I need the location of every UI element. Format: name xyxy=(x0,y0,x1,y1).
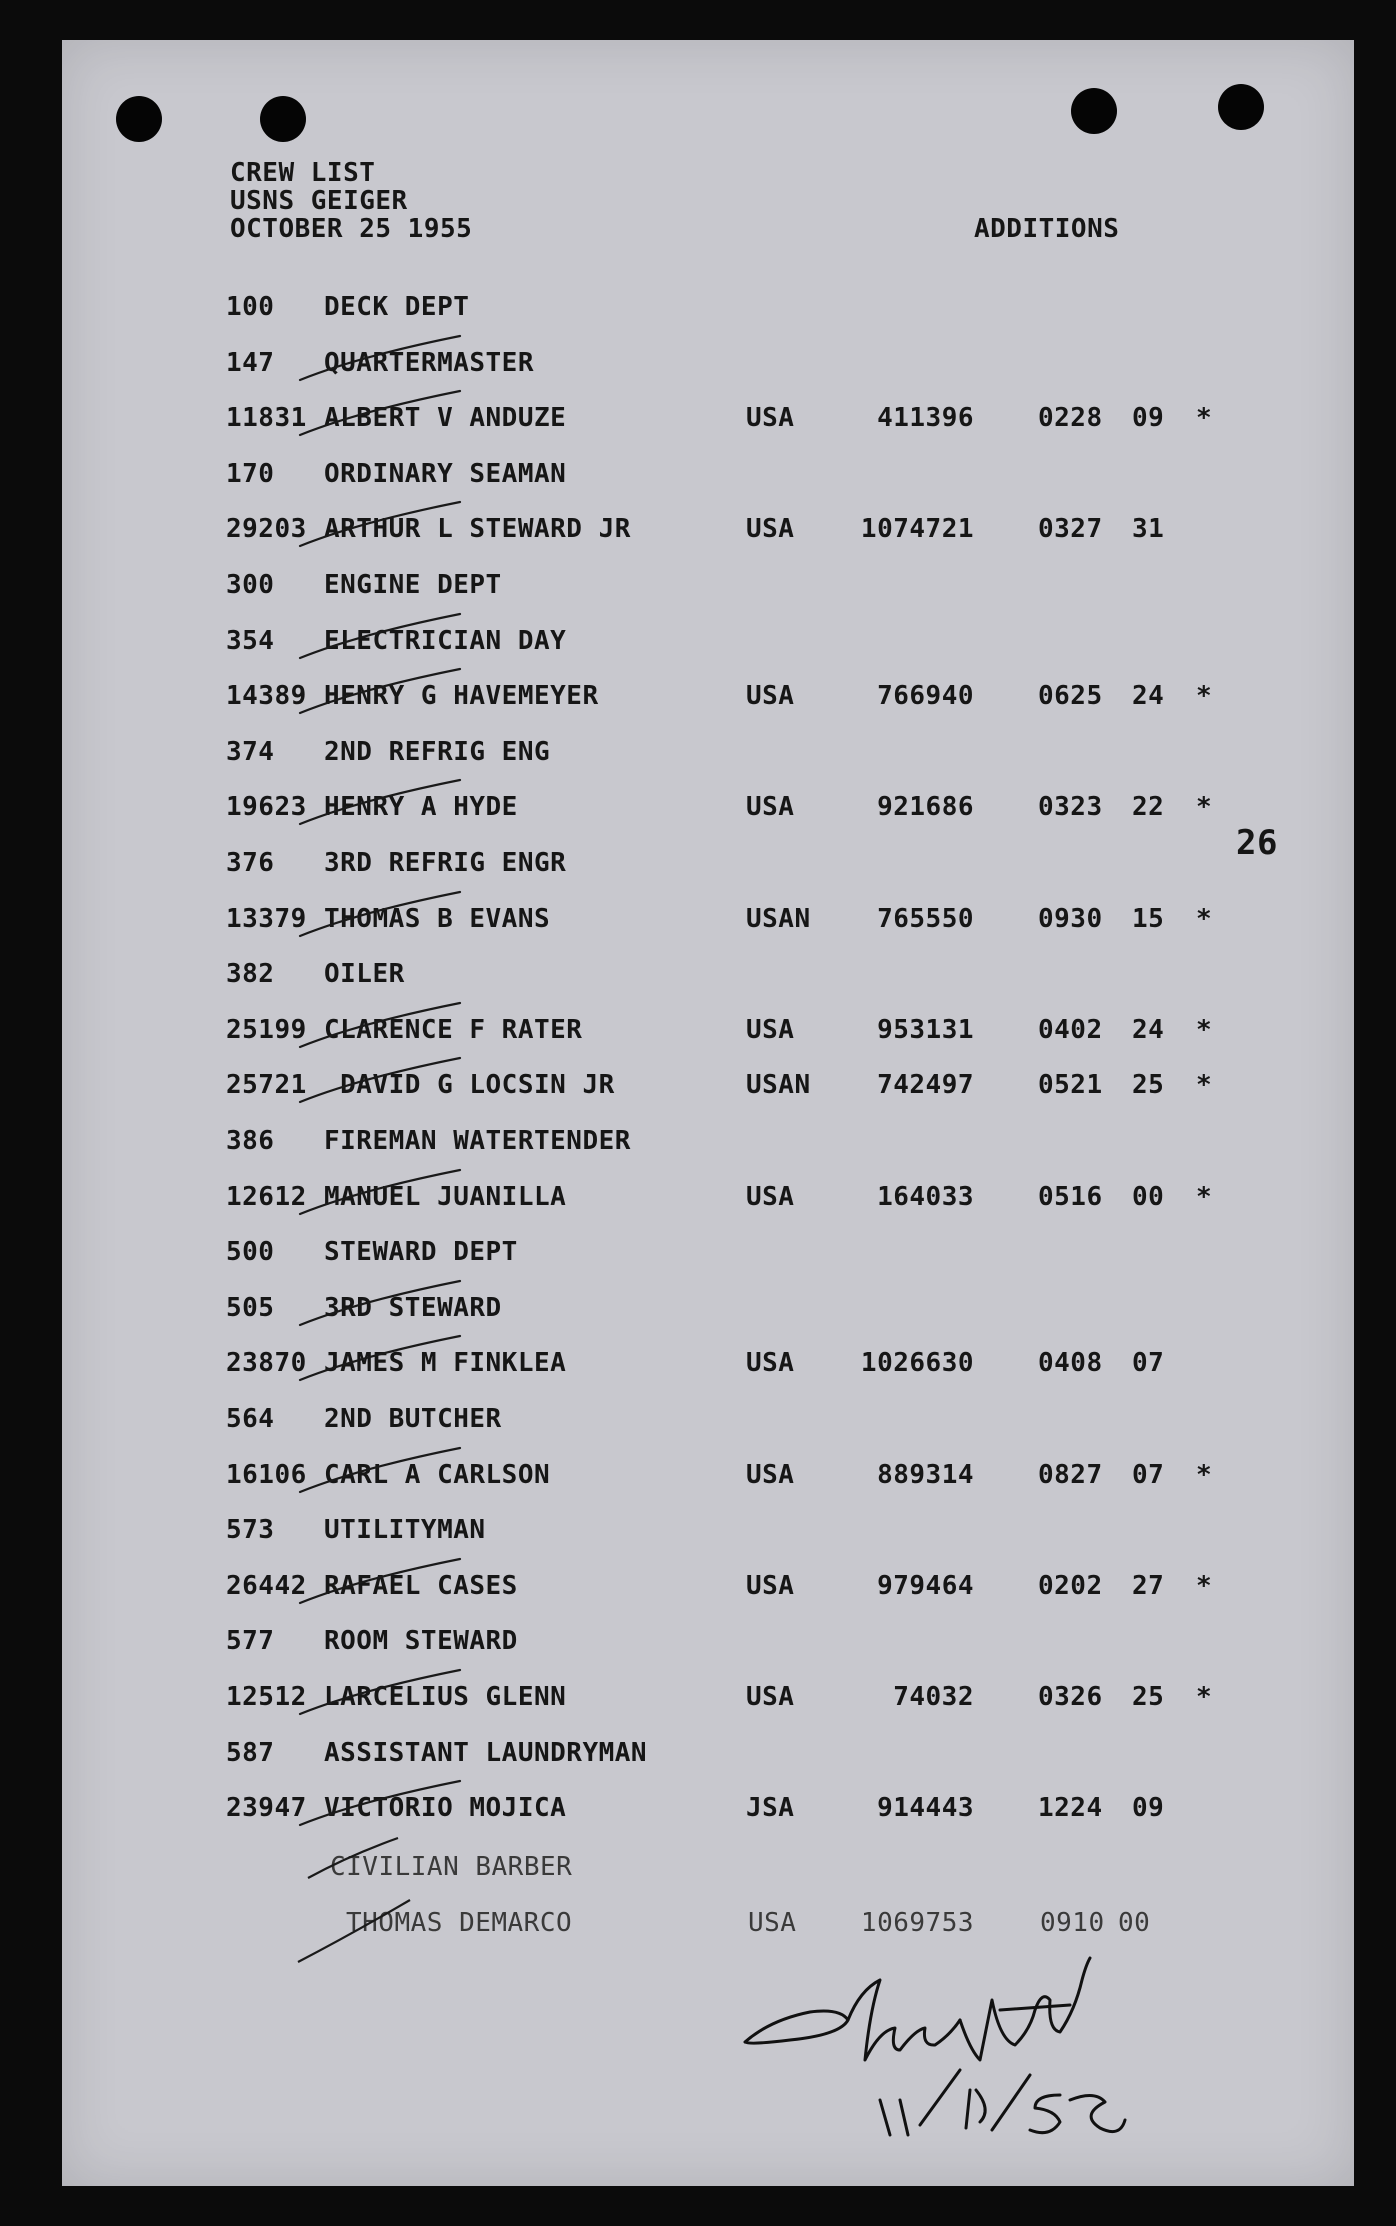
handwritten-signature xyxy=(730,1950,1190,2150)
check-mark xyxy=(300,1170,460,1214)
document-number: 74032 xyxy=(893,1682,974,1712)
crew-name: RAFAEL CASES xyxy=(324,1571,518,1601)
year-code: 07 xyxy=(1132,1348,1165,1378)
date-code: 0326 xyxy=(1038,1682,1103,1712)
section-title: 2ND REFRIG ENG xyxy=(324,737,551,767)
section-title: 2ND BUTCHER xyxy=(324,1404,502,1434)
year-code: 00 xyxy=(1132,1182,1165,1212)
section-title: 3RD REFRIG ENGR xyxy=(324,848,567,878)
date-code: 0516 xyxy=(1038,1182,1103,1212)
check-mark xyxy=(300,1058,460,1102)
crew-id: 19623 xyxy=(226,792,307,822)
crew-name: DAVID G LOCSIN JR xyxy=(324,1070,615,1100)
asterisk-mark: * xyxy=(1196,1460,1213,1490)
citizenship: USA xyxy=(746,681,795,711)
citizenship: USAN xyxy=(746,1070,811,1100)
section-code: 386 xyxy=(226,1126,275,1156)
section-code: 382 xyxy=(226,959,275,989)
section-title: ENGINE DEPT xyxy=(324,570,502,600)
document-number: 742497 xyxy=(877,1070,974,1100)
asterisk-mark: * xyxy=(1196,1571,1213,1601)
check-mark xyxy=(298,1900,410,1962)
section-code: 147 xyxy=(226,348,275,378)
document-number: 979464 xyxy=(877,1571,974,1601)
crew-name: HENRY A HYDE xyxy=(324,792,518,822)
section-code: 500 xyxy=(226,1237,275,1267)
section-title: OILER xyxy=(324,959,405,989)
crew-name: MANUEL JUANILLA xyxy=(324,1182,567,1212)
year-code: 15 xyxy=(1132,904,1165,934)
section-title: QUARTERMASTER xyxy=(324,348,534,378)
section-title: STEWARD DEPT xyxy=(324,1237,518,1267)
date-code: 0521 xyxy=(1038,1070,1103,1100)
citizenship: USA xyxy=(746,1182,795,1212)
citizenship: USA xyxy=(746,403,795,433)
crew-id: 23870 xyxy=(226,1348,307,1378)
crew-name: CLARENCE F RATER xyxy=(324,1015,583,1045)
crew-id: 16106 xyxy=(226,1460,307,1490)
date-code: 0408 xyxy=(1038,1348,1103,1378)
section-title: ROOM STEWARD xyxy=(324,1626,518,1656)
crew-id: 11831 xyxy=(226,403,307,433)
check-mark xyxy=(300,1781,460,1825)
check-mark xyxy=(300,336,460,380)
year-code: 24 xyxy=(1132,1015,1165,1045)
section-title: ELECTRICIAN DAY xyxy=(324,626,567,656)
crew-id: 26442 xyxy=(226,1571,307,1601)
date-code: 0827 xyxy=(1038,1460,1103,1490)
citizenship: USA xyxy=(746,1682,795,1712)
section-title: FIREMAN WATERTENDER xyxy=(324,1126,631,1156)
crew-name: CARL A CARLSON xyxy=(324,1460,551,1490)
asterisk-mark: * xyxy=(1196,1070,1213,1100)
check-mark xyxy=(300,669,460,713)
check-mark xyxy=(300,391,460,435)
document-number: 164033 xyxy=(877,1182,974,1212)
section-code: 300 xyxy=(226,570,275,600)
crew-name: HENRY G HAVEMEYER xyxy=(324,681,599,711)
asterisk-mark: * xyxy=(1196,1015,1213,1045)
check-mark xyxy=(300,614,460,658)
section-title: UTILITYMAN xyxy=(324,1515,486,1545)
citizenship: USA xyxy=(746,792,795,822)
year-code: 07 xyxy=(1132,1460,1165,1490)
year-code: 09 xyxy=(1132,1793,1165,1823)
section-title: ORDINARY SEAMAN xyxy=(324,459,567,489)
date-code: 0327 xyxy=(1038,514,1103,544)
crew-id: 12512 xyxy=(226,1682,307,1712)
date-code: 0930 xyxy=(1038,904,1103,934)
check-mark xyxy=(300,892,460,936)
crew-id: 12612 xyxy=(226,1182,307,1212)
document-number: 889314 xyxy=(877,1460,974,1490)
signature-date: 11/14/58 xyxy=(730,1950,734,1951)
check-mark xyxy=(300,1336,460,1380)
section-code: 573 xyxy=(226,1515,275,1545)
crew-name: ALBERT V ANDUZE xyxy=(324,403,567,433)
check-mark xyxy=(300,1003,460,1047)
year-code: 24 xyxy=(1132,681,1165,711)
civilian-citizenship: USA xyxy=(748,1908,797,1938)
document-number: 914443 xyxy=(877,1793,974,1823)
year-code: 22 xyxy=(1132,792,1165,822)
asterisk-mark: * xyxy=(1196,792,1213,822)
section-code: 376 xyxy=(226,848,275,878)
civilian-number: 1069753 xyxy=(860,1908,974,1938)
header-date: OCTOBER 25 1955 xyxy=(230,214,473,244)
citizenship: USA xyxy=(746,1348,795,1378)
check-mark xyxy=(300,1670,460,1714)
crew-name: ARTHUR L STEWARD JR xyxy=(324,514,631,544)
section-title: DECK DEPT xyxy=(324,292,470,322)
date-code: 0402 xyxy=(1038,1015,1103,1045)
civilian-title: CIVILIAN BARBER xyxy=(330,1852,573,1882)
check-mark xyxy=(300,780,460,824)
check-mark xyxy=(300,1448,460,1492)
section-title: ASSISTANT LAUNDRYMAN xyxy=(324,1738,648,1768)
crew-name: LARCELIUS GLENN xyxy=(324,1682,567,1712)
date-code: 1224 xyxy=(1038,1793,1103,1823)
section-code: 505 xyxy=(226,1293,275,1323)
asterisk-mark: * xyxy=(1196,1182,1213,1212)
section-code: 577 xyxy=(226,1626,275,1656)
document-number: 921686 xyxy=(877,792,974,822)
civilian-name: THOMAS DEMARCO xyxy=(346,1908,573,1938)
crew-id: 13379 xyxy=(226,904,307,934)
citizenship: USA xyxy=(746,1571,795,1601)
crew-id: 23947 xyxy=(226,1793,307,1823)
check-mark xyxy=(300,502,460,546)
header-ship: USNS GEIGER xyxy=(230,186,408,216)
section-code: 354 xyxy=(226,626,275,656)
header-title: CREW LIST xyxy=(230,158,376,188)
header-additions: ADDITIONS xyxy=(974,214,1120,244)
section-code: 587 xyxy=(226,1738,275,1768)
document-number: 953131 xyxy=(877,1015,974,1045)
year-code: 25 xyxy=(1132,1682,1165,1712)
year-code: 09 xyxy=(1132,403,1165,433)
asterisk-mark: * xyxy=(1196,403,1213,433)
crew-id: 29203 xyxy=(226,514,307,544)
crew-name: JAMES M FINKLEA xyxy=(324,1348,567,1378)
document-number: 1026630 xyxy=(860,1348,974,1378)
asterisk-mark: * xyxy=(1196,904,1213,934)
section-code: 564 xyxy=(226,1404,275,1434)
document-number: 766940 xyxy=(877,681,974,711)
check-mark xyxy=(308,1838,398,1878)
section-code: 170 xyxy=(226,459,275,489)
year-code: 25 xyxy=(1132,1070,1165,1100)
year-code: 27 xyxy=(1132,1571,1165,1601)
section-code: 100 xyxy=(226,292,275,322)
date-code: 0202 xyxy=(1038,1571,1103,1601)
section-title: 3RD STEWARD xyxy=(324,1293,502,1323)
crew-id: 25721 xyxy=(226,1070,307,1100)
citizenship: USA xyxy=(746,1460,795,1490)
page-number: 26 xyxy=(1236,823,1278,863)
document-number: 1074721 xyxy=(860,514,974,544)
document-number: 411396 xyxy=(877,403,974,433)
section-code: 374 xyxy=(226,737,275,767)
civilian-year: 00 xyxy=(1118,1908,1151,1938)
civilian-date: 0910 xyxy=(1040,1908,1105,1938)
crew-id: 14389 xyxy=(226,681,307,711)
citizenship: USAN xyxy=(746,904,811,934)
check-mark xyxy=(300,1559,460,1603)
date-code: 0228 xyxy=(1038,403,1103,433)
crew-name: THOMAS B EVANS xyxy=(324,904,551,934)
citizenship: USA xyxy=(746,514,795,544)
asterisk-mark: * xyxy=(1196,681,1213,711)
date-code: 0323 xyxy=(1038,792,1103,822)
asterisk-mark: * xyxy=(1196,1682,1213,1712)
crew-id: 25199 xyxy=(226,1015,307,1045)
year-code: 31 xyxy=(1132,514,1165,544)
document-number: 765550 xyxy=(877,904,974,934)
date-code: 0625 xyxy=(1038,681,1103,711)
citizenship: JSA xyxy=(746,1793,795,1823)
citizenship: USA xyxy=(746,1015,795,1045)
check-mark xyxy=(300,1281,460,1325)
crew-name: VICTORIO MOJICA xyxy=(324,1793,567,1823)
